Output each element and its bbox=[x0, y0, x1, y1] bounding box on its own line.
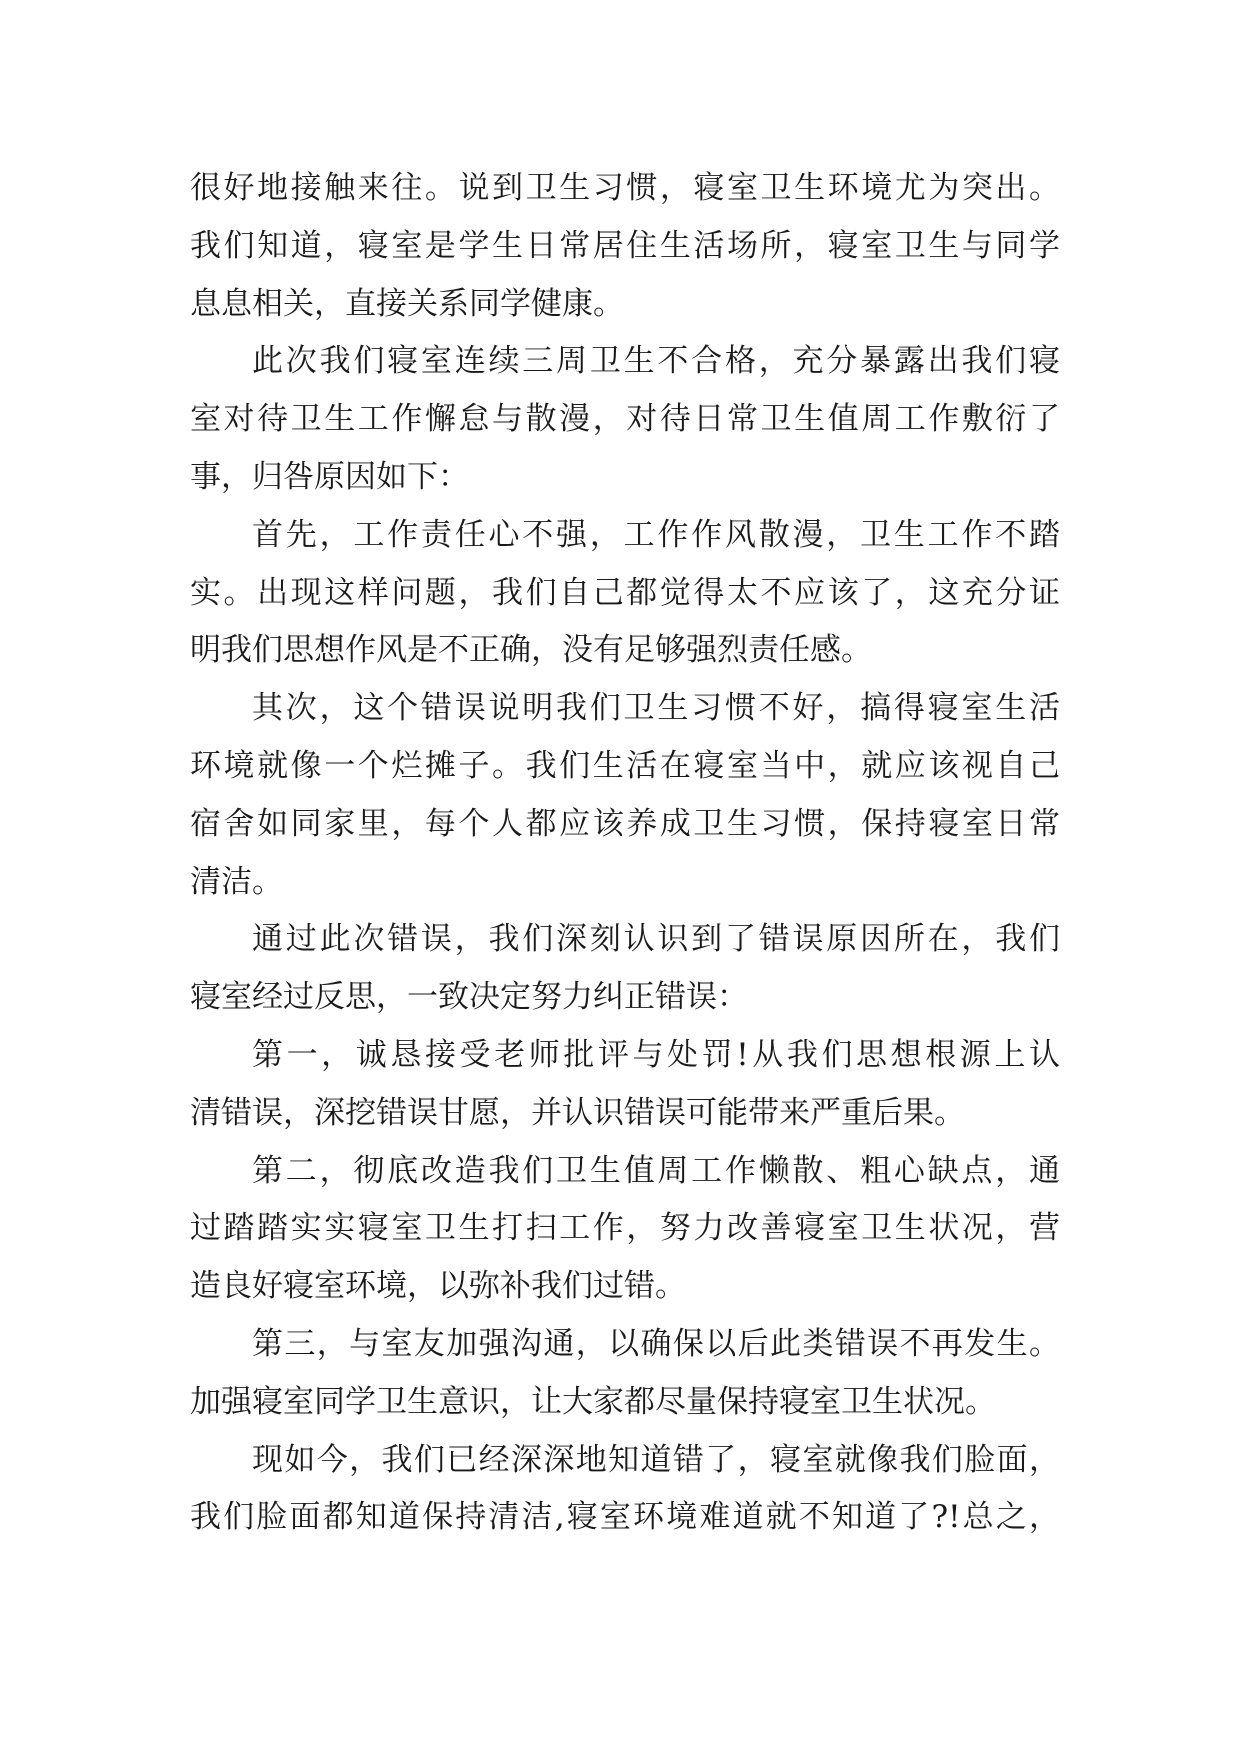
text-line: 明我们思想作风是不正确，没有足够强烈责任感。 bbox=[190, 632, 872, 669]
paragraph bbox=[190, 680, 1060, 911]
paragraph bbox=[190, 333, 1060, 506]
paragraph bbox=[190, 1316, 1060, 1432]
text-line: 其次，这个错误说明我们卫生习惯不好，搞得寝室生活 bbox=[252, 690, 1060, 727]
paragraph bbox=[190, 160, 1060, 333]
paragraph bbox=[190, 1432, 1060, 1548]
text-line: 第一，诚恳接受老师批评与处罚!从我们思想根源上认 bbox=[252, 1036, 1060, 1073]
paragraph bbox=[190, 911, 1060, 1027]
text-line: 事，归咎原因如下： bbox=[190, 458, 469, 495]
text-line: 首先，工作责任心不强，工作作风散漫，卫生工作不踏 bbox=[252, 516, 1060, 553]
text-line: 寝室经过反思，一致决定努力纠正错误： bbox=[190, 979, 748, 1016]
text-line: 宿舍如同家里，每个人都应该养成卫生习惯，保持寝室日常 bbox=[190, 805, 1060, 842]
text-line: 我们脸面都知道保持清洁,寝室环境难道就不知道了?!总之， bbox=[190, 1499, 1060, 1536]
text-line: 室对待卫生工作懈怠与散漫，对待日常卫生值周工作敷衍了 bbox=[190, 401, 1060, 438]
text-line: 此次我们寝室连续三周卫生不合格，充分暴露出我们寝 bbox=[252, 343, 1060, 380]
text-line: 很好地接触来往。说到卫生习惯，寝室卫生环境尤为突出。 bbox=[190, 170, 1060, 206]
document-body bbox=[190, 160, 1060, 1547]
text-line: 我们知道，寝室是学生日常居住生活场所，寝室卫生与同学 bbox=[190, 227, 1060, 264]
text-line: 第二，彻底改造我们卫生值周工作懒散、粗心缺点，通 bbox=[252, 1152, 1060, 1189]
text-line: 清错误，深挖错误甘愿，并认识错误可能带来严重后果。 bbox=[190, 1094, 965, 1131]
text-line: 息息相关，直接关系同学健康。 bbox=[190, 285, 624, 322]
text-line: 现如今，我们已经深深地知道错了，寝室就像我们脸面， bbox=[252, 1441, 1060, 1478]
text-line: 清洁。 bbox=[190, 863, 283, 900]
paragraph bbox=[190, 1143, 1060, 1316]
text-line: 加强寝室同学卫生意识，让大家都尽量保持寝室卫生状况。 bbox=[190, 1383, 996, 1420]
text-line: 第三，与室友加强沟通，以确保以后此类错误不再发生。 bbox=[252, 1325, 1060, 1362]
text-line: 造良好寝室环境，以弥补我们过错。 bbox=[190, 1268, 686, 1305]
paragraph bbox=[190, 1027, 1060, 1143]
text-line: 过踏踏实实寝室卫生打扫工作，努力改善寝室卫生状况，营 bbox=[190, 1210, 1060, 1247]
text-line: 实。出现这样问题，我们自己都觉得太不应该了，这充分证 bbox=[190, 574, 1060, 611]
text-line: 环境就像一个烂摊子。我们生活在寝室当中，就应该视自己 bbox=[190, 747, 1060, 784]
text-line: 通过此次错误，我们深刻认识到了错误原因所在，我们 bbox=[252, 921, 1060, 958]
paragraph bbox=[190, 507, 1060, 680]
